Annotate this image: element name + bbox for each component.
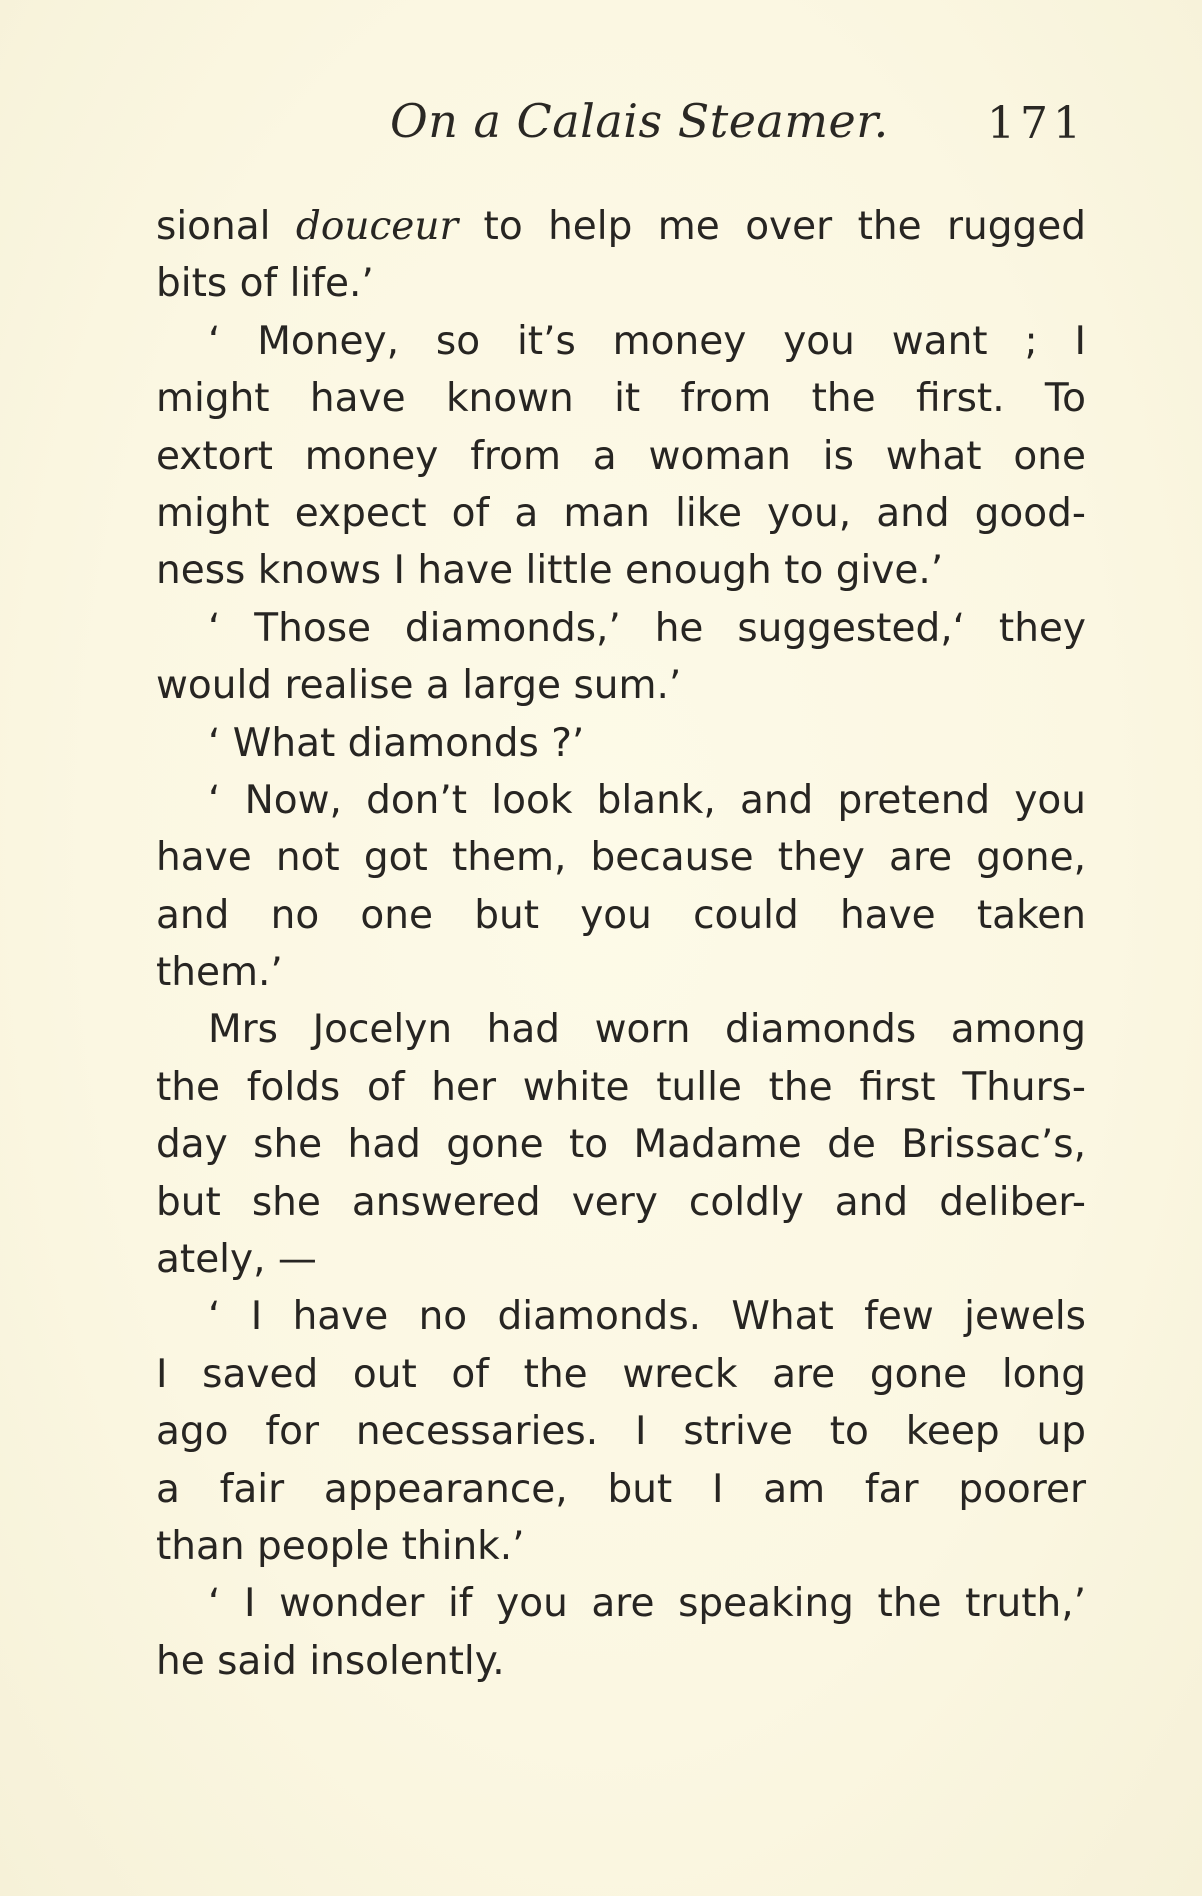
text-line: ‘ Now, don’t look blank, and pretend you — [208, 777, 1086, 823]
text-line: ‘ I have no diamonds. What few jewels — [208, 1294, 1086, 1340]
italic-word: douceur — [295, 204, 459, 249]
body-text — [156, 198, 1086, 1690]
text-line: ‘ What diamonds ?’ — [208, 720, 585, 766]
text-line: than people think.’ — [156, 1523, 525, 1569]
text-line: would realise a large sum.’ — [156, 663, 682, 709]
text-line: I saved out of the wreck are gone long — [156, 1351, 1086, 1397]
text-line: he said insolently. — [156, 1638, 505, 1684]
text-run: to help me over the rugged — [458, 204, 1086, 249]
text-line: the folds of her white tulle the first Thurs- — [156, 1064, 1086, 1110]
text-line: but she answered very coldly and deliber- — [156, 1179, 1086, 1225]
text-line: bits of life.’ — [156, 261, 374, 307]
text-line: extort money from a woman is what one — [156, 433, 1086, 479]
text-line: day she had gone to Madame de Brissac’s, — [156, 1122, 1086, 1168]
text-line: might expect of a man like you, and good- — [156, 490, 1086, 536]
text-line: ‘ Those diamonds,’ he suggested,‘ they — [208, 605, 1086, 651]
running-title: On a Calais Steamer. — [390, 94, 889, 148]
page-number: 171 — [987, 98, 1086, 149]
text-line: Mrs Jocelyn had worn diamonds among — [208, 1007, 1086, 1053]
text-line: and no one but you could have taken — [156, 892, 1086, 938]
text-line: ness knows I have little enough to give.’ — [156, 548, 944, 594]
text-line: them.’ — [156, 950, 283, 996]
text-line: ‘ Money, so it’s money you want ; I — [208, 318, 1086, 364]
text-line: might have known it from the first. To — [156, 376, 1086, 422]
text-line: ately, — — [156, 1237, 317, 1283]
text-line: have not got them, because they are gone, — [156, 835, 1086, 881]
text-line: ‘ I wonder if you are speaking the truth,’ — [208, 1581, 1086, 1627]
running-head — [156, 90, 1086, 160]
text-line — [156, 198, 1086, 255]
text-line: ago for necessaries. I strive to keep up — [156, 1409, 1086, 1455]
text-line: a fair appearance, but I am far poorer — [156, 1466, 1086, 1512]
text-run: sional — [156, 204, 296, 249]
